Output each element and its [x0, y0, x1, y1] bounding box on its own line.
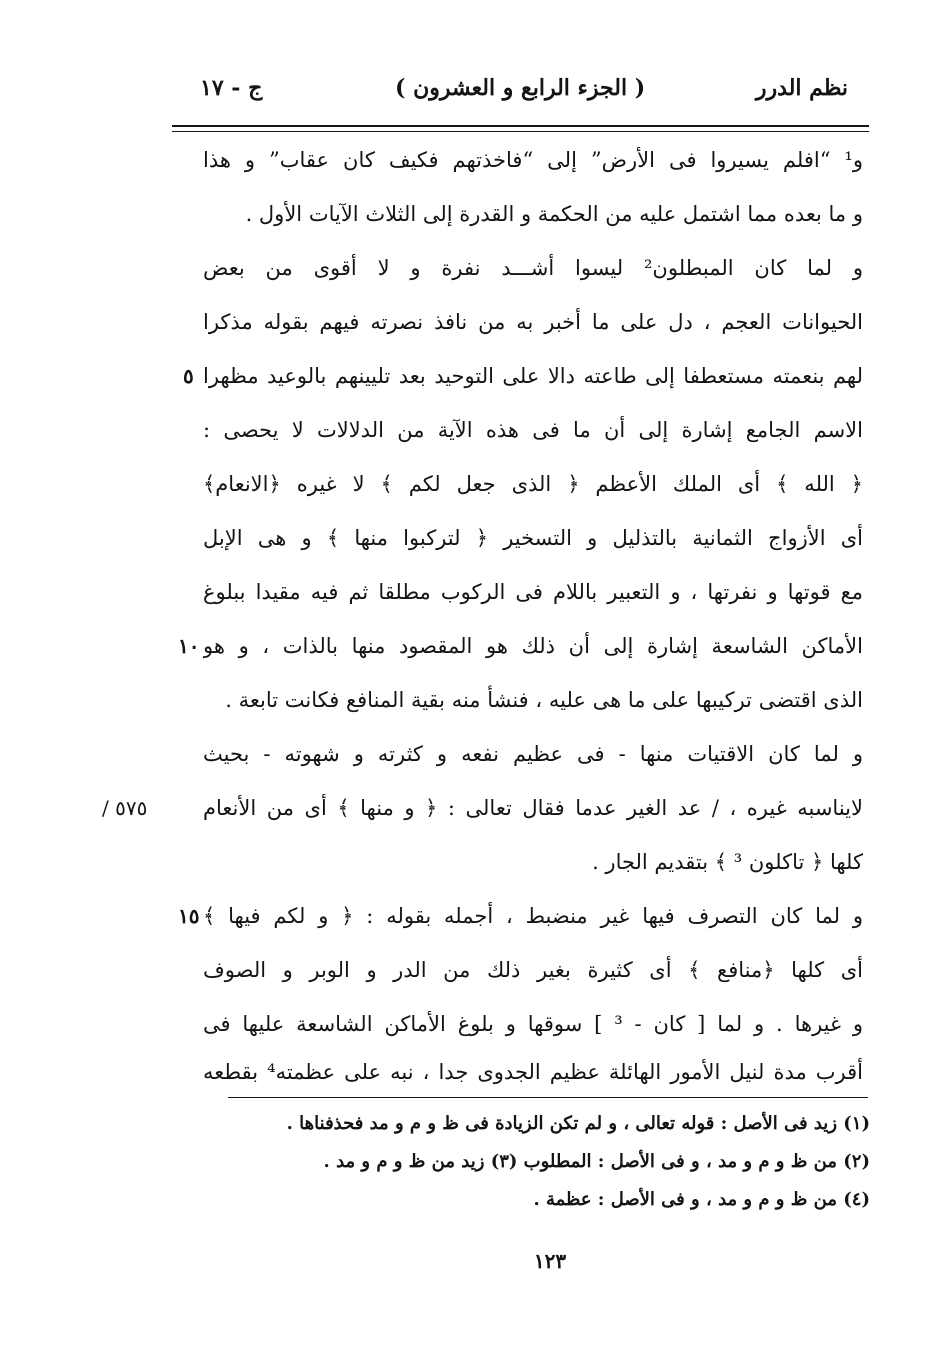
- text-line: و¹ “افلم يسيروا فى الأرض” إلى “فاخذتهم فكيف كان عقاب” و هذا: [203, 148, 863, 172]
- text-line: كلها ﴿ تاكلون ³ ﴾ بتقديم الجار .: [592, 850, 863, 874]
- text-line: الاسم الجامع إشارة إلى أن ما فى هذه الآية من الدلالات لا يحصى :: [203, 418, 863, 442]
- text-line: و لما كان المبطلون² ليسوا أشـــد نفرة و لا أقوى من بعض: [203, 256, 863, 280]
- running-header-part-title: ( الجزء الرابع و العشرون ): [395, 75, 646, 101]
- text-line: و غيرها . و لما [ كان - ³ ] سوقها و بلوغ الأماكن الشاسعة عليها فى: [203, 1012, 863, 1036]
- footnote: (٤) من ظ و م و مد ، و فى الأصل : عظمة .: [533, 1189, 870, 1210]
- text-line: الحيوانات العجم ، دل على ما أخبر به من نافذ نصرته فيهم بقوله مذكرا: [203, 310, 863, 334]
- running-header-book-title: نظم الدرر: [755, 75, 848, 101]
- text-line: أى كلها ﴿منافع ﴾ أى كثيرة بغير ذلك من الدر و الوبر و الصوف: [203, 958, 863, 982]
- text-line: لايناسبه غيره ، / عد الغير عدما فقال تعالى : ﴿ و منها ﴾ أى من الأنعام: [203, 796, 863, 820]
- margin-manuscript-folio: / ٥٧٥: [102, 796, 148, 820]
- footnote-separator: [228, 1097, 868, 1098]
- text-line: أى الأزواج الثمانية بالتذليل و التسخير ﴿ لتركبوا منها ﴾ و هى الإبل: [203, 526, 863, 550]
- text-line: الأماكن الشاسعة إشارة إلى أن ذلك هو المقصود منها بالذات ، و هو: [203, 634, 863, 658]
- text-line: و لما كان الاقتيات منها - فى عظيم نفعه و كثرته و شهوته - بحيث: [203, 742, 863, 766]
- footnote: (٢) من ظ و م و مد ، و فى الأصل : المطلوب (٣) زيد من ظ و م و مد .: [323, 1151, 870, 1172]
- text-line: أقرب مدة لنيل الأمور الهائلة عظيم الجدوى جدا ، نبه على عظمته⁴ بقطعه: [203, 1060, 863, 1084]
- line-number-5: ٥: [183, 364, 194, 388]
- page-number: ١٢٣: [533, 1249, 567, 1273]
- footnote: (١) زيد فى الأصل : قوله تعالى ، و لم تكن الزيادة فى ظ و م و مد فحذفناها .: [286, 1113, 870, 1134]
- text-line: مع قوتها و نفرتها ، و التعبير باللام فى الركوب مطلقا ثم فيه مقيدا ببلوغ: [203, 580, 863, 604]
- running-header-volume-page: ج - ١٧: [200, 75, 263, 101]
- line-number-15: ١٥: [178, 904, 200, 928]
- text-line: و ما بعده مما اشتمل عليه من الحكمة و القدرة إلى الثلاث الآيات الأول .: [245, 202, 863, 226]
- text-line: الذى اقتضى تركيبها على ما هى عليه ، فنشأ منه بقية المنافع فكانت تابعة .: [225, 688, 863, 712]
- line-number-10: ١٠: [178, 634, 200, 658]
- text-line: ﴿ الله ﴾ أى الملك الأعظم ﴿ الذى جعل لكم ﴾ لا غيره ﴿الانعام﴾: [203, 472, 863, 496]
- text-line: و لما كان التصرف فيها غير منضبط ، أجمله بقوله : ﴿ و لكم فيها ﴾: [203, 904, 863, 928]
- text-line: لهم بنعمته مستعطفا إلى طاعته دالا على التوحيد بعد تليينهم بالوعيد مظهرا: [203, 364, 863, 388]
